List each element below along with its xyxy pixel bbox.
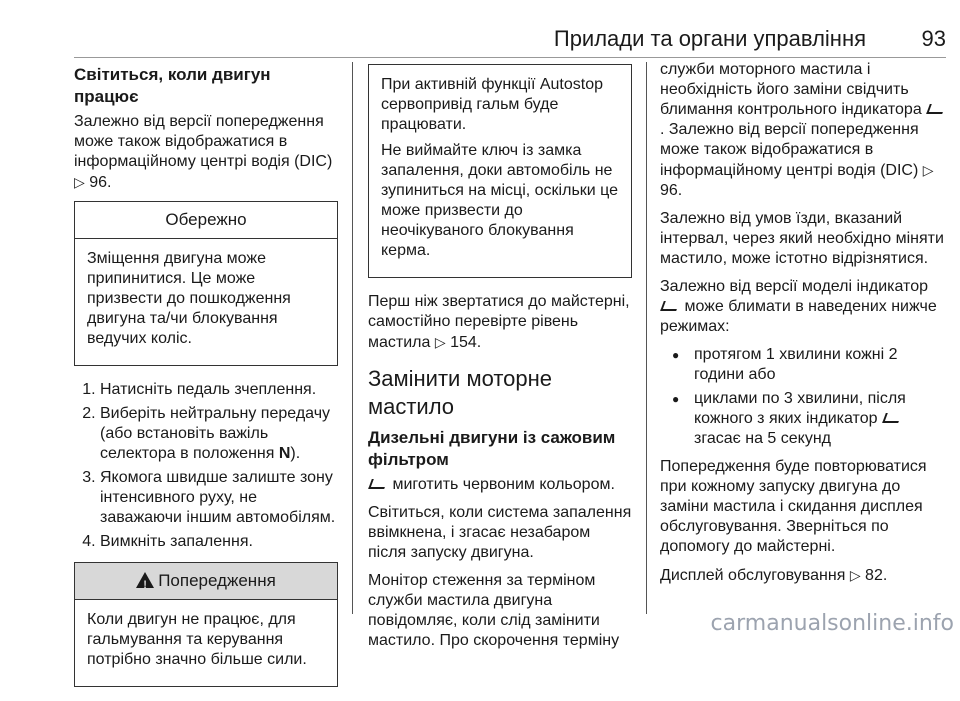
paragraph: служби моторного мастила і необхідність його заміни свідчить блимання контрольного індикатора . Залежно від версії попередження може також відображатися в інформаційному центрі водія (DIC) ▷ 96. bbox=[660, 60, 950, 201]
column-divider bbox=[352, 62, 353, 614]
reference-arrow-icon: ▷ bbox=[74, 174, 85, 190]
warning-title-bar: !Попередження bbox=[75, 563, 337, 600]
warning-box bbox=[74, 562, 338, 687]
page-reference[interactable]: 96. bbox=[89, 174, 112, 191]
list-item: 1. Натисніть педаль зчеплення. bbox=[100, 380, 338, 400]
paragraph: Попередження буде повторюватися при кожному запуску двигуна до заміни мастила і скидання дисплея обслуговування. Зверніться по допомогу до майстерні. bbox=[660, 458, 927, 555]
column-2 bbox=[368, 60, 632, 659]
oil-can-icon bbox=[660, 301, 680, 311]
page-reference[interactable]: 154. bbox=[450, 334, 482, 351]
warning-text: Не виймайте ключ із замка запалення, доки автомобіль не зупиниться на місці, оскільки це може призвести до неочікуваного блокування керма. bbox=[381, 142, 619, 259]
list-item: 4. Вимкніть запалення. bbox=[100, 532, 338, 552]
paragraph: Залежно від умов їзди, вказаний інтервал, через який необхідно міняти мастило, може істотно відрізнятися. bbox=[660, 210, 944, 267]
paragraph: Перш ніж звертатися до майстерні, самостійно перевірте рівень мастила ▷ 154. bbox=[368, 293, 630, 351]
header-title: Прилади та органи управління bbox=[553, 26, 866, 51]
paragraph: Залежно від версії попередження може також відображатися в інформаційному центрі водія (DIC) ▷ 96. bbox=[74, 113, 333, 191]
warning-text: Коли двигун не працює, для гальмування та керування потрібно значно більше сили. bbox=[87, 611, 307, 668]
bullet-list bbox=[660, 345, 950, 449]
caution-text: Зміщення двигуна може припинитися. Це може призвести до пошкодження двигуна та/чи блокування ведучих коліс. bbox=[87, 250, 291, 347]
caution-title: Обережно bbox=[75, 202, 337, 239]
paragraph: миготить червоним кольором. bbox=[368, 475, 632, 495]
list-item: 3. Якомога швидше залиште зону інтенсивного руху, не заважаючи іншим автомобілям. bbox=[100, 468, 338, 528]
paragraph: Дисплей обслуговування ▷ 82. bbox=[660, 567, 888, 584]
header-rule bbox=[74, 57, 946, 58]
warning-box-continued bbox=[368, 64, 632, 278]
section-heading: Світиться, коли двигун працює bbox=[74, 65, 271, 106]
page-reference[interactable]: 82. bbox=[865, 567, 888, 584]
oil-can-icon bbox=[926, 104, 946, 114]
section-title: Замінити моторне мастило bbox=[368, 366, 553, 419]
page-number: 93 bbox=[921, 26, 946, 51]
column-3 bbox=[660, 60, 950, 594]
column-1 bbox=[74, 60, 338, 701]
caution-box bbox=[74, 201, 338, 366]
paragraph: Монітор стеження за терміном служби мастила двигуна повідомляє, коли слід замінити мастило. Про скорочення терміну bbox=[368, 572, 620, 649]
steps-list bbox=[74, 380, 338, 552]
list-item: 2. Виберіть нейтральну передачу (або встановіть важіль селектора в положення N). bbox=[100, 404, 338, 464]
oil-can-icon bbox=[368, 479, 388, 489]
page-reference[interactable]: 96. bbox=[660, 182, 683, 199]
list-item: ● протягом 1 хвилини кожні 2 години або bbox=[694, 345, 950, 385]
column-divider bbox=[646, 62, 647, 614]
paragraph: Світиться, коли система запалення ввімкнена, і згасає незабаром після запуску двигуна. bbox=[368, 504, 632, 561]
warning-icon bbox=[136, 572, 154, 588]
reference-arrow-icon: ▷ bbox=[849, 567, 861, 583]
reference-arrow-icon: ▷ bbox=[922, 162, 934, 178]
list-item: ● циклами по 3 хвилини, після кожного з яких індикатор згасає на 5 секунд bbox=[694, 389, 950, 449]
reference-arrow-icon: ▷ bbox=[434, 334, 446, 350]
subheading: Дизельні двигуни із сажовим фільтром bbox=[368, 428, 616, 469]
oil-can-icon bbox=[882, 413, 902, 423]
watermark: carmanualsonline.info bbox=[710, 611, 954, 636]
warning-text: При активній функції Autostop сервопривід гальм буде працювати. bbox=[381, 76, 603, 133]
paragraph: Залежно від версії моделі індикатор може блимати в наведених нижче режимах: bbox=[660, 278, 937, 335]
